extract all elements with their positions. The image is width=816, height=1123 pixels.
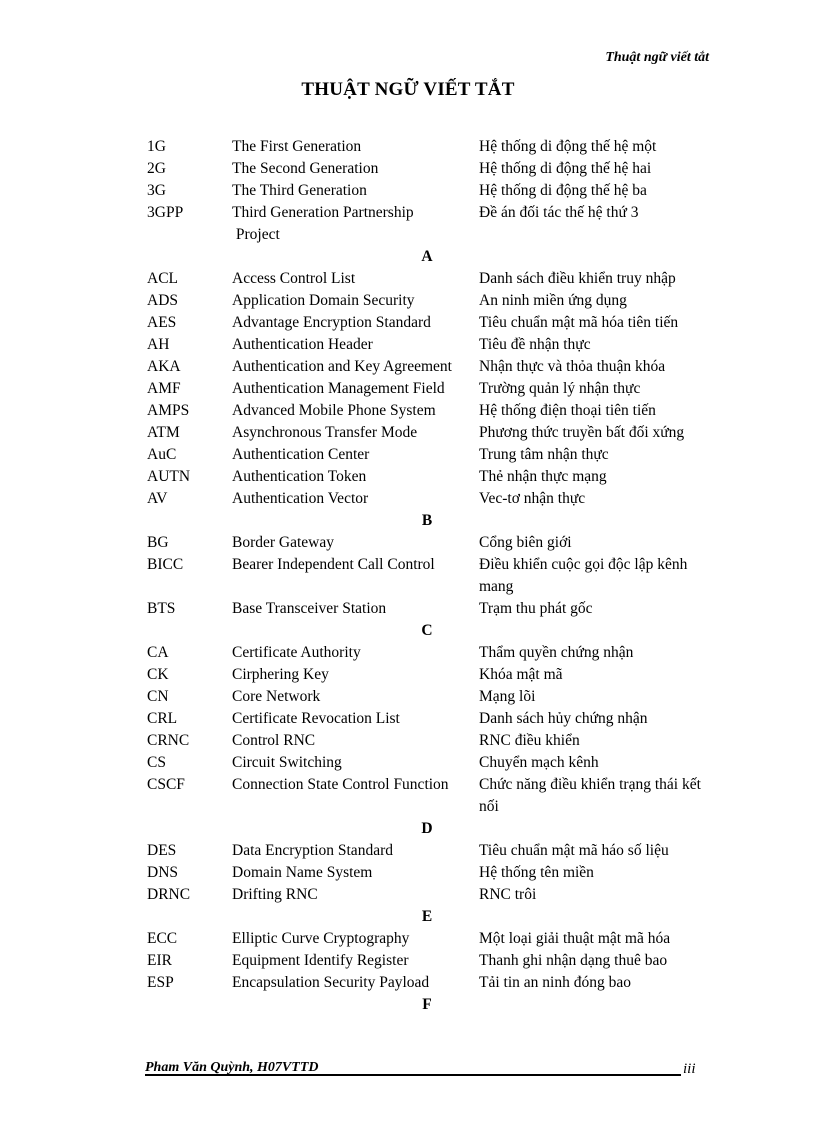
glossary-row (147, 488, 727, 510)
abbreviation: CSCF (147, 776, 185, 793)
glossary-row (147, 884, 727, 906)
footer-author: Pham Văn Quỳnh, H07VTTD (145, 1060, 319, 1075)
section-letter: A (421, 248, 433, 265)
term: Domain Name System (232, 864, 373, 881)
glossary-row (147, 598, 727, 620)
abbreviation: CA (147, 644, 169, 661)
term: Certificate Authority (232, 644, 361, 661)
term: Asynchronous Transfer Mode (232, 424, 418, 441)
glossary-row (147, 466, 727, 488)
abbreviation: DNS (147, 864, 179, 881)
term: The Second Generation (232, 160, 379, 177)
meaning: RNC điều khiển (479, 732, 580, 749)
abbreviation: AUTN (147, 468, 191, 485)
glossary-row (147, 532, 727, 554)
term: Circuit Switching (232, 754, 342, 771)
abbreviation: AKA (147, 358, 181, 375)
abbreviation: BICC (147, 556, 184, 573)
abbreviation: 1G (147, 138, 166, 155)
abbreviation: AuC (147, 446, 177, 463)
abbreviation: 3GPP (147, 204, 184, 221)
abbreviation: CRL (147, 710, 178, 727)
glossary-row (147, 642, 727, 664)
glossary-row (147, 444, 727, 466)
meaning: Mạng lõi (479, 688, 536, 705)
term: Authentication Center (232, 446, 370, 463)
section-letter: B (421, 512, 433, 529)
meaning: Hệ thống di động thế hệ hai (479, 160, 652, 177)
term: Advantage Encryption Standard (232, 314, 431, 331)
glossary-row (147, 686, 727, 708)
meaning: Tiêu chuẩn mật mã háo số liệu (479, 842, 669, 859)
glossary-row (147, 730, 727, 752)
meaning: Tiêu đề nhận thực (479, 336, 591, 353)
glossary-row (147, 708, 727, 730)
term: Bearer Independent Call Control (232, 556, 435, 573)
meaning: Cổng biên giới (479, 534, 572, 551)
abbreviation: 2G (147, 160, 166, 177)
term: Cirphering Key (232, 666, 329, 683)
meaning: Trạm thu phát gốc (479, 600, 593, 617)
abbreviation: AMF (147, 380, 181, 397)
glossary-row (147, 378, 727, 400)
glossary-row (147, 136, 727, 158)
term: Authentication and Key Agreement (232, 358, 452, 375)
abbreviation: EIR (147, 952, 172, 969)
term: Connection State Control Function (232, 776, 449, 793)
meaning: Tiêu chuẩn mật mã hóa tiên tiến (479, 314, 679, 331)
meaning: Danh sách điều khiển truy nhập (479, 270, 676, 287)
section-letter: D (421, 820, 433, 837)
abbreviation: DES (147, 842, 177, 859)
abbreviation: CRNC (147, 732, 190, 749)
meaning: Hệ thống tên miền (479, 864, 594, 881)
page-title: THUẬT NGỮ VIẾT TẮT (301, 79, 515, 100)
glossary-table (147, 136, 727, 1016)
page-number: iii (683, 1061, 696, 1077)
abbreviation: ESP (147, 974, 174, 991)
meaning: Tải tin an ninh đóng bao (479, 974, 631, 991)
glossary-row (147, 290, 727, 312)
abbreviation: BTS (147, 600, 176, 617)
meaning: Phương thức truyền bất đối xứng (479, 424, 685, 441)
term: Authentication Vector (232, 490, 369, 507)
meaning: Chức năng điều khiển trạng thái kết nối (479, 776, 701, 815)
term: Authentication Token (232, 468, 367, 485)
section-letter: C (421, 622, 433, 639)
term: Control RNC (232, 732, 316, 749)
glossary-row (147, 202, 727, 246)
meaning: RNC trôi (479, 886, 537, 903)
glossary-row (147, 774, 727, 818)
meaning: Khóa mật mã (479, 666, 563, 683)
term: Elliptic Curve Cryptography (232, 930, 410, 947)
abbreviation: AES (147, 314, 177, 331)
meaning: Hệ thống điện thoại tiên tiến (479, 402, 656, 419)
term: Application Domain Security (232, 292, 415, 309)
footer-divider (145, 1074, 681, 1076)
meaning: Trung tâm nhận thực (479, 446, 609, 463)
abbreviation: DRNC (147, 886, 191, 903)
glossary-row (147, 356, 727, 378)
term: Equipment Identify Register (232, 952, 409, 969)
glossary-row (147, 158, 727, 180)
abbreviation: AH (147, 336, 170, 353)
glossary-row (147, 752, 727, 774)
meaning: Điều khiển cuộc gọi độc lập kênh mang (479, 556, 688, 595)
term: Drifting RNC (232, 886, 318, 903)
term: Base Transceiver Station (232, 600, 387, 617)
meaning: Thẻ nhận thực mạng (479, 468, 607, 485)
term: Access Control List (232, 270, 356, 287)
term: Encapsulation Security Payload (232, 974, 430, 991)
glossary-row (147, 554, 727, 598)
glossary-row (147, 400, 727, 422)
term: Third Generation Partnership Project (232, 204, 414, 243)
abbreviation: 3G (147, 182, 166, 199)
meaning: Đề án đối tác thế hệ thứ 3 (479, 204, 639, 221)
section-letter: E (421, 908, 433, 925)
term: The First Generation (232, 138, 362, 155)
meaning: Nhận thực và thỏa thuận khóa (479, 358, 666, 375)
abbreviation: AV (147, 490, 168, 507)
glossary-row (147, 334, 727, 356)
abbreviation: ADS (147, 292, 179, 309)
running-header: Thuật ngữ viết tắt (605, 50, 709, 65)
glossary-row (147, 180, 727, 202)
meaning: Thẩm quyền chứng nhận (479, 644, 634, 661)
meaning: Vec-tơ nhận thực (479, 490, 586, 507)
abbreviation: BG (147, 534, 169, 551)
term: Certificate Revocation List (232, 710, 400, 727)
section-letter: F (422, 996, 432, 1013)
term: Core Network (232, 688, 321, 705)
meaning: Trường quản lý nhận thực (479, 380, 641, 397)
meaning: Thanh ghi nhận dạng thuê bao (479, 952, 668, 969)
term: Authentication Management Field (232, 380, 445, 397)
abbreviation: AMPS (147, 402, 190, 419)
meaning: An ninh miền ứng dụng (479, 292, 627, 309)
glossary-row (147, 928, 727, 950)
meaning: Một loại giải thuật mật mã hóa (479, 930, 671, 947)
term: Data Encryption Standard (232, 842, 393, 859)
abbreviation: ECC (147, 930, 178, 947)
meaning: Danh sách hủy chứng nhận (479, 710, 648, 727)
term: The Third Generation (232, 182, 367, 199)
term: Border Gateway (232, 534, 334, 551)
abbreviation: CN (147, 688, 169, 705)
glossary-row (147, 972, 727, 994)
glossary-row (147, 664, 727, 686)
term: Advanced Mobile Phone System (232, 402, 436, 419)
glossary-row (147, 862, 727, 884)
abbreviation: ATM (147, 424, 180, 441)
glossary-row (147, 312, 727, 334)
abbreviation: ACL (147, 270, 178, 287)
glossary-row (147, 422, 727, 444)
meaning: Chuyển mạch kênh (479, 754, 599, 771)
glossary-row (147, 268, 727, 290)
meaning: Hệ thống di động thế hệ một (479, 138, 657, 155)
glossary-row (147, 950, 727, 972)
meaning: Hệ thống di động thế hệ ba (479, 182, 647, 199)
glossary-row (147, 840, 727, 862)
abbreviation: CK (147, 666, 169, 683)
term: Authentication Header (232, 336, 373, 353)
abbreviation: CS (147, 754, 166, 771)
